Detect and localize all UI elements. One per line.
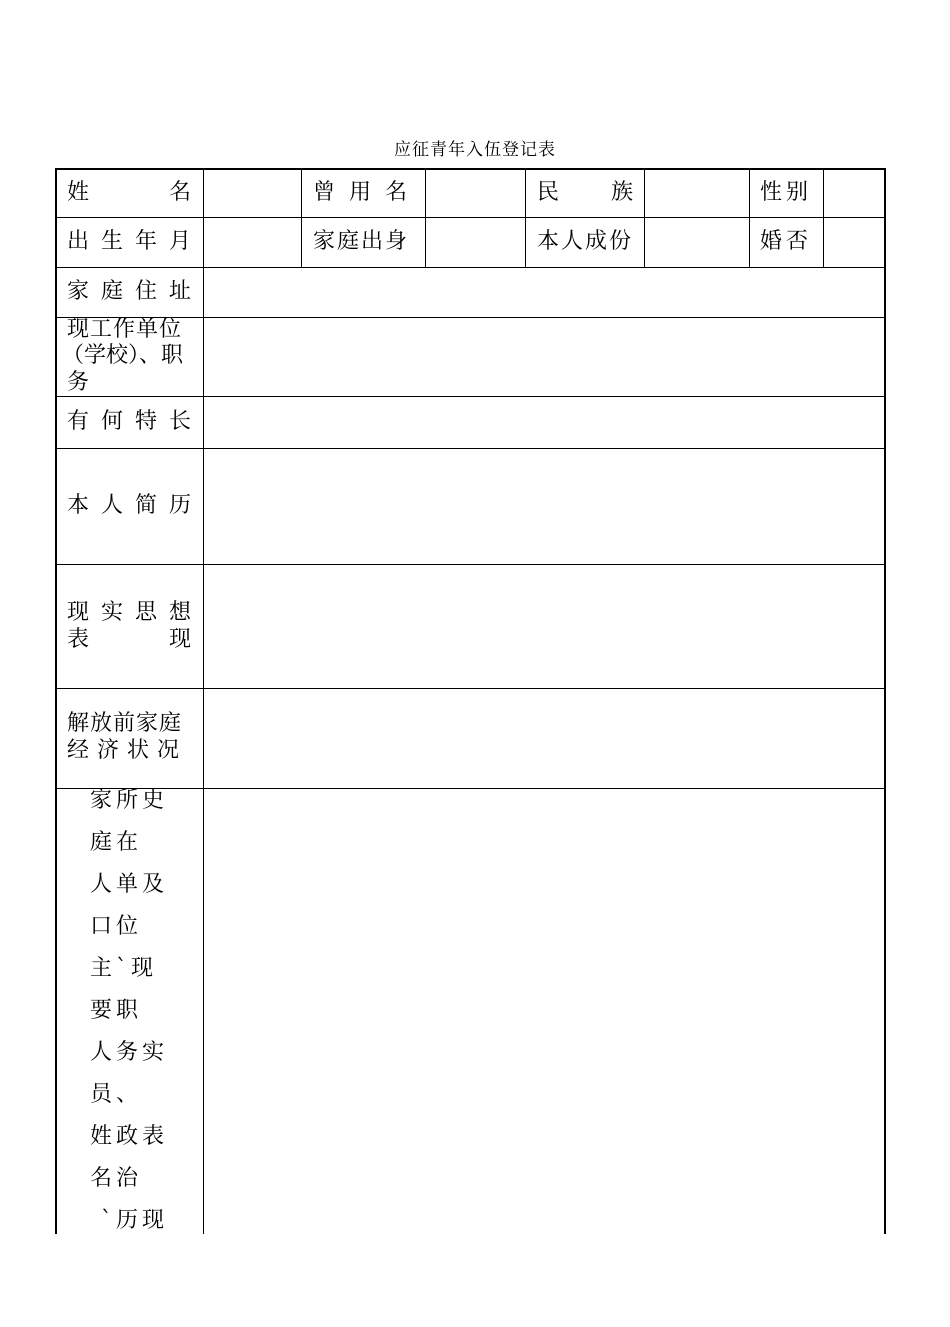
thought-label-char: 表: [67, 627, 90, 652]
family-label-line: 姓政表: [90, 1124, 169, 1149]
family-label-line: 主`现: [90, 956, 158, 981]
name-label-char: 姓: [67, 180, 90, 205]
ethnicity-label: 民 族: [537, 180, 633, 205]
family-label-line: 名治: [90, 1166, 143, 1191]
family-label-line: 家所史: [90, 788, 169, 813]
family-label-line: 庭在: [90, 830, 143, 855]
marital-field[interactable]: [824, 218, 884, 267]
thought-field[interactable]: [204, 565, 884, 688]
work-unit-label-line2: （学校）、职: [62, 343, 184, 368]
family-label-line: 员、: [90, 1082, 143, 1107]
former-name-field[interactable]: [426, 170, 525, 217]
column-divider: [301, 169, 302, 267]
resume-label: 本人简历: [67, 493, 204, 518]
economy-label-line2: 经济状况: [67, 738, 188, 763]
marital-label: 婚否: [760, 229, 813, 254]
column-divider: [525, 169, 526, 267]
economy-label-line1: 解放前家庭: [67, 711, 183, 736]
gender-field[interactable]: [824, 170, 884, 217]
address-label: 家庭住址: [67, 279, 204, 304]
family-origin-label: 家庭出身: [313, 229, 410, 254]
thought-label-line2: [67, 627, 191, 653]
skills-field[interactable]: [204, 397, 884, 448]
skills-label: 有何特长: [67, 409, 204, 434]
name-field[interactable]: [204, 170, 301, 217]
ethnicity-field[interactable]: [645, 170, 749, 217]
personal-status-field[interactable]: [645, 218, 749, 267]
name-label: [67, 180, 191, 206]
work-unit-field[interactable]: [204, 318, 884, 396]
thought-label-line1: 现实思想: [67, 600, 204, 625]
family-label-line: 口位: [90, 914, 143, 939]
economy-field[interactable]: [204, 689, 884, 788]
family-label-line: 人务实: [90, 1040, 169, 1065]
thought-label-char: 现: [168, 627, 191, 652]
family-label-line: 要职: [90, 998, 143, 1023]
column-divider: [749, 169, 750, 267]
gender-label: 性别: [760, 180, 813, 205]
family-label-line: 人单及: [90, 872, 169, 897]
resume-field[interactable]: [204, 449, 884, 564]
birth-label: 出生年月: [67, 229, 204, 254]
form-title: 应征青年入伍登记表: [394, 140, 556, 160]
name-label-char: 名: [168, 180, 191, 205]
family-origin-field[interactable]: [426, 218, 525, 267]
former-name-label: 曾用名: [313, 180, 422, 205]
family-members-field[interactable]: [204, 789, 884, 1234]
work-unit-label-line1: 现工作单位: [67, 317, 183, 342]
family-label-line: `历现: [90, 1208, 168, 1233]
personal-status-label: 本人成份: [537, 229, 634, 254]
work-unit-label-line3: 务: [67, 370, 90, 395]
address-field[interactable]: [204, 268, 884, 317]
birth-field[interactable]: [204, 218, 301, 267]
